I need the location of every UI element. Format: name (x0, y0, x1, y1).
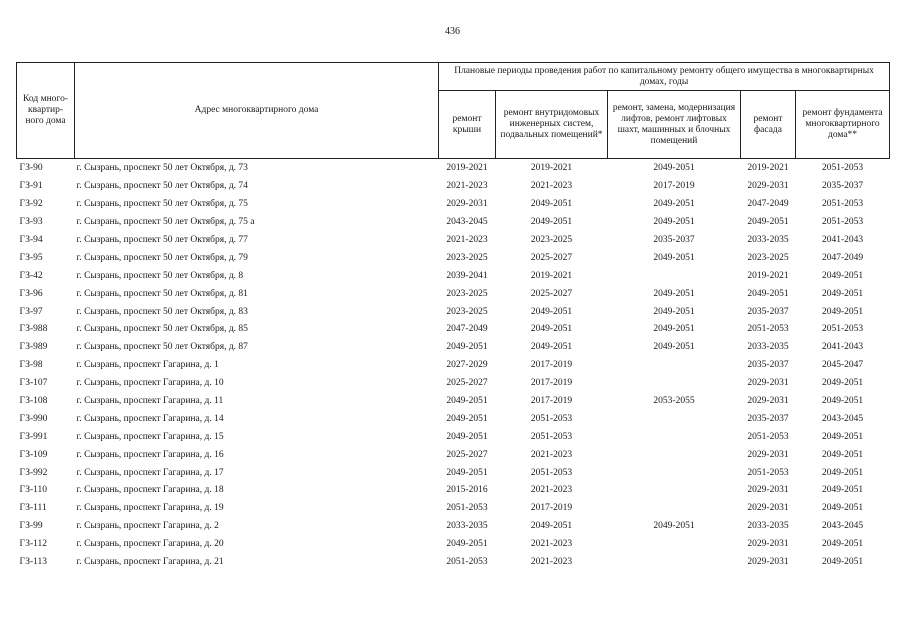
cell-code: ГЗ-107 (19, 378, 48, 389)
cell-address: г. Сызрань, проспект 50 лет Октября, д. 77 (76, 235, 248, 245)
cell-roof: 2023-2025 (446, 288, 488, 299)
cell-facade: 2033-2035 (747, 521, 789, 532)
cell-facade: 2035-2037 (747, 306, 789, 317)
cell-foundation: 2051-2053 (821, 217, 864, 228)
cell-code: ГЗ-93 (19, 217, 43, 228)
cell-facade: 2049-2051 (747, 288, 789, 299)
cell-facade: 2051-2053 (747, 467, 789, 478)
cell-code: ГЗ-94 (19, 235, 43, 245)
cell-code: ГЗ-110 (19, 485, 48, 496)
cell-code: ГЗ-988 (19, 324, 48, 335)
cell-facade: 2019-2021 (747, 163, 789, 174)
cell-roof: 2049-2051 (446, 342, 488, 353)
cell-systems: 2017-2019 (530, 503, 573, 514)
cell-code: ГЗ-92 (19, 199, 43, 210)
cell-elevators: 2049-2051 (653, 306, 695, 317)
table-row (17, 339, 890, 357)
cell-elevators: 2053-2055 (653, 396, 695, 407)
cell-roof: 2023-2025 (446, 252, 488, 263)
column-header-facade: ремонт фасада (741, 91, 796, 159)
cell-foundation: 2049-2051 (821, 431, 864, 442)
cell-roof: 2025-2027 (446, 378, 488, 389)
cell-address: г. Сызрань, проспект Гагарина, д. 1 (76, 360, 219, 371)
table-row (17, 393, 890, 411)
cell-systems: 2049-2051 (530, 521, 573, 532)
column-header-elevators: ремонт, замена, модернизация лифтов, ремонт лифтовых шахт, машинных и блочных помещений (608, 91, 741, 159)
cell-systems: 2049-2051 (530, 324, 573, 335)
cell-address: г. Сызрань, проспект Гагарина, д. 10 (76, 378, 224, 389)
table-row (17, 536, 890, 554)
cell-roof: 2049-2051 (446, 431, 488, 442)
cell-address: г. Сызрань, проспект Гагарина, д. 19 (76, 503, 224, 514)
cell-systems: 2021-2023 (530, 181, 573, 192)
cell-code: ГЗ-111 (19, 503, 47, 514)
column-header-systems: ремонт внутридомовых инженерных систем, подвальных помещений* (496, 91, 608, 159)
table-row (17, 428, 890, 446)
cell-facade: 2023-2025 (747, 252, 789, 263)
table-row (17, 518, 890, 536)
cell-code: ГЗ-989 (19, 342, 48, 353)
cell-elevators: 2049-2051 (653, 163, 695, 174)
cell-facade: 2029-2031 (747, 485, 789, 496)
cell-systems: 2021-2023 (530, 539, 573, 550)
cell-systems: 2021-2023 (530, 485, 573, 496)
cell-foundation: 2049-2051 (821, 539, 864, 550)
cell-systems: 2049-2051 (530, 306, 573, 317)
repair-schedule-table (16, 62, 890, 571)
cell-systems: 2023-2025 (530, 235, 573, 245)
cell-facade: 2029-2031 (747, 181, 789, 192)
cell-systems: 2051-2053 (530, 431, 573, 442)
cell-elevators: 2017-2019 (653, 181, 695, 192)
cell-foundation: 2049-2051 (821, 485, 864, 496)
cell-roof: 2029-2031 (446, 199, 488, 210)
table-row (17, 267, 890, 285)
cell-address: г. Сызрань, проспект Гагарина, д. 16 (76, 449, 224, 460)
table-row (17, 196, 890, 214)
cell-roof: 2049-2051 (446, 467, 488, 478)
cell-elevators (608, 464, 741, 482)
cell-foundation: 2049-2051 (821, 449, 864, 460)
cell-foundation: 2051-2053 (821, 199, 864, 210)
cell-code: ГЗ-97 (19, 306, 43, 317)
cell-address: г. Сызрань, проспект Гагарина, д. 14 (76, 413, 224, 424)
cell-address: г. Сызрань, проспект Гагарина, д. 11 (76, 396, 224, 407)
cell-elevators: 2049-2051 (653, 288, 695, 299)
cell-systems: 2019-2021 (530, 163, 573, 174)
cell-elevators (608, 482, 741, 500)
cell-roof: 2019-2021 (446, 163, 488, 174)
table-row (17, 232, 890, 250)
cell-elevators: 2049-2051 (653, 252, 695, 263)
cell-address: г. Сызрань, проспект Гагарина, д. 2 (76, 521, 219, 532)
column-group-header-periods: Плановые периоды проведения работ по капитальному ремонту общего имущества в многоквартирных домах, годы (439, 63, 890, 91)
table-row (17, 214, 890, 232)
cell-code: ГЗ-98 (19, 360, 43, 371)
cell-roof: 2021-2023 (446, 181, 488, 192)
cell-address: г. Сызрань, проспект 50 лет Октября, д. 87 (76, 342, 248, 353)
cell-elevators (608, 500, 741, 518)
cell-systems: 2051-2053 (530, 467, 573, 478)
cell-roof: 2025-2027 (446, 449, 488, 460)
cell-foundation: 2051-2053 (821, 324, 864, 335)
cell-address: г. Сызрань, проспект Гагарина, д. 21 (76, 557, 224, 568)
cell-address: г. Сызрань, проспект 50 лет Октября, д. 79 (76, 252, 248, 263)
cell-code: ГЗ-109 (19, 449, 48, 460)
cell-address: г. Сызрань, проспект Гагарина, д. 17 (76, 467, 224, 478)
cell-roof: 2015-2016 (446, 485, 488, 496)
cell-elevators (608, 554, 741, 572)
cell-systems: 2021-2023 (530, 449, 573, 460)
cell-code: ГЗ-42 (19, 270, 43, 281)
cell-foundation: 2045-2047 (821, 360, 864, 371)
cell-systems: 2017-2019 (530, 396, 573, 407)
cell-roof: 2049-2051 (446, 396, 488, 407)
cell-elevators (608, 410, 741, 428)
cell-address: г. Сызрань, проспект 50 лет Октября, д. 74 (76, 181, 248, 192)
cell-roof: 2051-2053 (446, 503, 488, 514)
cell-systems: 2049-2051 (530, 199, 573, 210)
table-row (17, 357, 890, 375)
cell-systems: 2019-2021 (530, 270, 573, 281)
table-row (17, 249, 890, 267)
cell-foundation: 2049-2051 (821, 306, 864, 317)
cell-facade: 2029-2031 (747, 503, 789, 514)
cell-code: ГЗ-991 (19, 431, 48, 442)
table-row (17, 285, 890, 303)
cell-facade: 2051-2053 (747, 431, 789, 442)
cell-facade: 2049-2051 (747, 217, 789, 228)
cell-facade: 2029-2031 (747, 378, 789, 389)
cell-address: г. Сызрань, проспект 50 лет Октября, д. 73 (76, 163, 248, 174)
table-row (17, 375, 890, 393)
cell-elevators (608, 446, 741, 464)
cell-elevators (608, 536, 741, 554)
cell-code: ГЗ-96 (19, 288, 43, 299)
cell-systems: 2051-2053 (530, 413, 573, 424)
cell-roof: 2049-2051 (446, 539, 488, 550)
cell-facade: 2033-2035 (747, 235, 789, 245)
cell-code: ГЗ-990 (19, 413, 48, 424)
cell-elevators: 2049-2051 (653, 521, 695, 532)
cell-facade: 2029-2031 (747, 557, 789, 568)
table-row (17, 410, 890, 428)
table-row (17, 446, 890, 464)
cell-facade: 2029-2031 (747, 449, 789, 460)
cell-address: г. Сызрань, проспект Гагарина, д. 20 (76, 539, 224, 550)
cell-foundation: 2047-2049 (821, 252, 864, 263)
table-row (17, 464, 890, 482)
cell-facade: 2035-2037 (747, 360, 789, 371)
cell-elevators (608, 267, 741, 285)
cell-foundation: 2043-2045 (821, 413, 864, 424)
cell-foundation: 2049-2051 (821, 378, 864, 389)
cell-systems: 2021-2023 (530, 557, 573, 568)
cell-code: ГЗ-95 (19, 252, 43, 263)
cell-elevators: 2049-2051 (653, 199, 695, 210)
cell-roof: 2051-2053 (446, 557, 488, 568)
table-row (17, 321, 890, 339)
cell-foundation: 2043-2045 (821, 521, 864, 532)
cell-roof: 2043-2045 (446, 217, 488, 228)
cell-foundation: 2049-2051 (821, 503, 864, 514)
cell-address: г. Сызрань, проспект 50 лет Октября, д. 85 (76, 324, 248, 335)
cell-roof: 2033-2035 (446, 521, 488, 532)
cell-foundation: 2049-2051 (821, 270, 864, 281)
cell-facade: 2029-2031 (747, 396, 789, 407)
cell-foundation: 2049-2051 (821, 396, 864, 407)
cell-facade: 2047-2049 (747, 199, 789, 210)
cell-elevators (608, 428, 741, 446)
cell-address: г. Сызрань, проспект 50 лет Октября, д. 75 (76, 199, 248, 210)
cell-elevators: 2049-2051 (653, 342, 695, 353)
table-row (17, 303, 890, 321)
cell-systems: 2025-2027 (530, 288, 573, 299)
cell-foundation: 2049-2051 (821, 467, 864, 478)
cell-code: ГЗ-108 (19, 396, 48, 407)
cell-elevators (608, 357, 741, 375)
page-number: 436 (445, 26, 460, 37)
cell-address: г. Сызрань, проспект Гагарина, д. 18 (76, 485, 224, 496)
cell-address: г. Сызрань, проспект Гагарина, д. 15 (76, 431, 224, 442)
cell-address: г. Сызрань, проспект 50 лет Октября, д. 81 (76, 288, 248, 299)
cell-foundation: 2051-2053 (821, 163, 864, 174)
cell-address: г. Сызрань, проспект 50 лет Октября, д. 75 а (76, 217, 255, 228)
cell-address: г. Сызрань, проспект 50 лет Октября, д. 8 (76, 270, 244, 281)
cell-facade: 2051-2053 (747, 324, 789, 335)
cell-elevators (608, 375, 741, 393)
cell-elevators: 2049-2051 (653, 217, 695, 228)
table-body (17, 159, 890, 572)
cell-foundation: 2049-2051 (821, 557, 864, 568)
cell-foundation: 2041-2043 (821, 235, 864, 245)
cell-facade: 2035-2037 (747, 413, 789, 424)
cell-foundation: 2035-2037 (821, 181, 864, 192)
cell-elevators: 2035-2037 (653, 235, 695, 245)
cell-systems: 2049-2051 (530, 342, 573, 353)
column-header-address: Адрес многоквартирного дома (75, 63, 439, 159)
cell-facade: 2029-2031 (747, 539, 789, 550)
table-row (17, 500, 890, 518)
table-row (17, 482, 890, 500)
cell-systems: 2017-2019 (530, 378, 573, 389)
cell-code: ГЗ-99 (19, 521, 43, 532)
cell-address: г. Сызрань, проспект 50 лет Октября, д. 83 (76, 306, 248, 317)
cell-code: ГЗ-112 (19, 539, 48, 550)
cell-systems: 2049-2051 (530, 217, 573, 228)
cell-code: ГЗ-113 (19, 557, 48, 568)
cell-facade: 2019-2021 (747, 270, 789, 281)
cell-roof: 2027-2029 (446, 360, 488, 371)
cell-roof: 2023-2025 (446, 306, 488, 317)
cell-roof: 2047-2049 (446, 324, 488, 335)
cell-code: ГЗ-992 (19, 467, 48, 478)
cell-roof: 2049-2051 (446, 413, 488, 424)
cell-elevators: 2049-2051 (653, 324, 695, 335)
cell-foundation: 2041-2043 (821, 342, 864, 353)
column-header-foundation: ремонт фундамента многоквартирного дома** (796, 91, 890, 159)
table-row (17, 554, 890, 572)
cell-code: ГЗ-90 (19, 163, 43, 174)
cell-foundation: 2049-2051 (821, 288, 864, 299)
cell-systems: 2025-2027 (530, 252, 573, 263)
table-row (17, 178, 890, 196)
table-row (17, 159, 890, 178)
cell-roof: 2021-2023 (446, 235, 488, 245)
column-header-roof: ремонт крыши (439, 91, 496, 159)
cell-roof: 2039-2041 (446, 270, 488, 281)
cell-code: ГЗ-91 (19, 181, 43, 192)
cell-systems: 2017-2019 (530, 360, 573, 371)
column-header-code: Код много-квартир-ного дома (17, 63, 75, 159)
cell-facade: 2033-2035 (747, 342, 789, 353)
